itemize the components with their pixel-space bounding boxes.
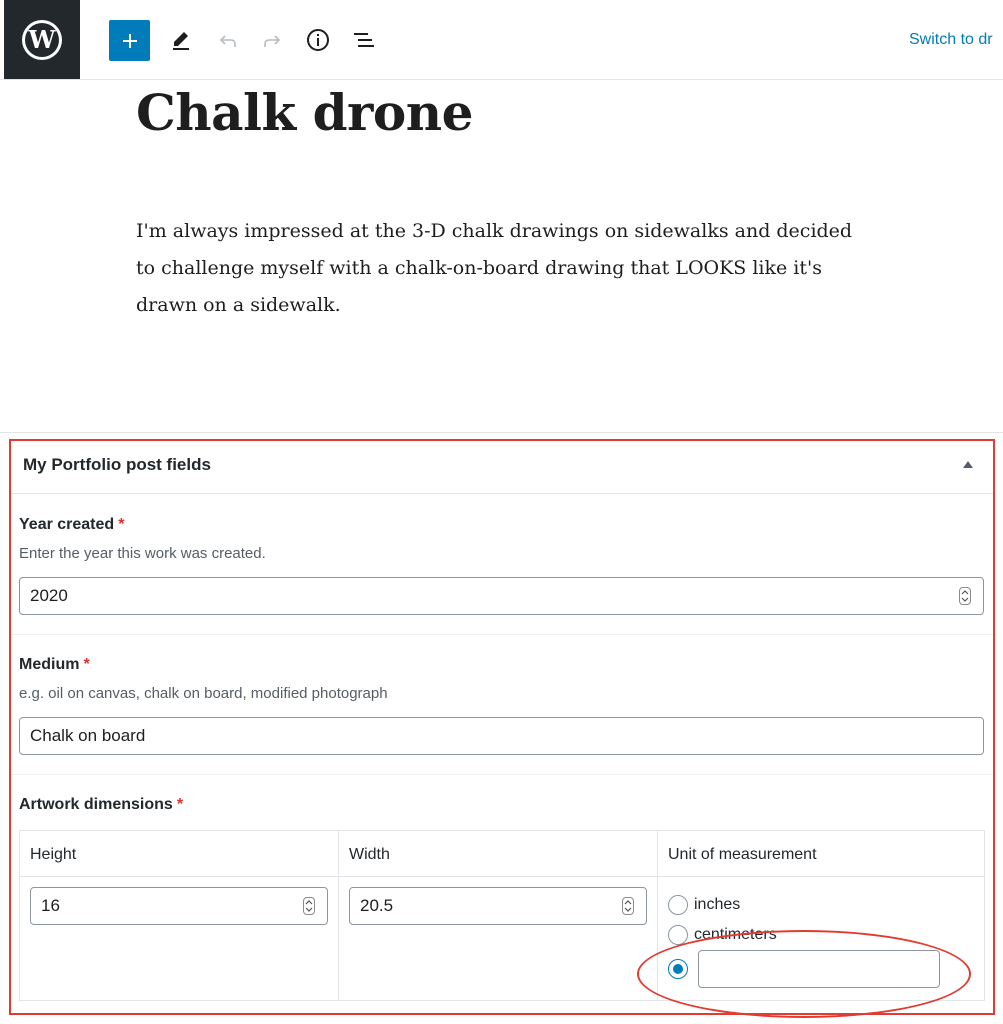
plus-icon — [121, 32, 139, 50]
required-asterisk: * — [83, 656, 90, 673]
content-divider — [0, 432, 1003, 433]
post-title[interactable]: Chalk drone — [136, 83, 473, 142]
required-asterisk: * — [118, 516, 125, 533]
undo-icon — [216, 28, 240, 52]
field-separator — [11, 634, 993, 635]
required-asterisk: * — [176, 796, 184, 813]
year-spinner[interactable] — [959, 587, 971, 605]
spinner-arrows-icon — [305, 899, 313, 913]
width-input[interactable] — [349, 887, 647, 925]
other-unit-input[interactable] — [698, 950, 940, 988]
details-button[interactable] — [302, 24, 334, 56]
add-block-button[interactable] — [109, 20, 150, 61]
redo-button[interactable] — [256, 24, 288, 56]
unit-option-inches[interactable] — [668, 895, 740, 915]
medium-value: Chalk on board — [30, 726, 146, 745]
year-created-input[interactable] — [19, 577, 984, 615]
portfolio-metabox — [9, 439, 995, 1015]
unit-column-header: Unit of measurement — [668, 846, 817, 863]
wordpress-logo-icon — [22, 20, 62, 60]
redo-icon — [260, 28, 284, 52]
inches-label: inches — [694, 896, 741, 913]
dimensions-table — [19, 830, 985, 1001]
year-created-description: Enter the year this work was created. — [19, 545, 266, 562]
other-unit-radio[interactable] — [668, 959, 688, 979]
year-created-label-text: Year created — [19, 516, 115, 533]
medium-description: e.g. oil on canvas, chalk on board, modified photograph — [19, 685, 388, 702]
artwork-dimensions-label — [19, 796, 183, 814]
list-view-button[interactable] — [348, 24, 380, 56]
height-value: 16 — [41, 896, 60, 915]
width-spinner[interactable] — [622, 897, 634, 915]
medium-label-text: Medium — [19, 656, 80, 673]
medium-input[interactable] — [19, 717, 984, 755]
year-created-label — [19, 516, 124, 534]
post-paragraph[interactable]: I'm always impressed at the 3-D chalk drawings on sidewalks and decided to challenge myself with a chalk-on-board drawing that LOOKS like it's drawn on a sidewalk. — [136, 220, 853, 316]
editor-toolbar — [0, 0, 1003, 80]
undo-button[interactable] — [212, 24, 244, 56]
artwork-dimensions-label-text: Artwork dimensions — [19, 796, 173, 813]
width-value: 20.5 — [360, 896, 394, 915]
centimeters-radio[interactable] — [668, 925, 688, 945]
spinner-arrows-icon — [624, 899, 632, 913]
switch-to-draft-link[interactable]: Switch to dr — [909, 31, 993, 48]
tools-button[interactable] — [165, 24, 197, 56]
wordpress-logo-button[interactable] — [4, 0, 80, 79]
unit-option-other[interactable] — [668, 959, 688, 979]
medium-label — [19, 656, 90, 674]
centimeters-label: centimeters — [694, 926, 777, 943]
inches-radio[interactable] — [668, 895, 688, 915]
column-divider — [657, 831, 658, 1000]
field-separator — [11, 774, 993, 775]
year-created-value: 2020 — [30, 586, 68, 605]
height-spinner[interactable] — [303, 897, 315, 915]
list-view-icon — [351, 27, 377, 53]
pencil-icon — [169, 28, 193, 52]
metabox-header[interactable] — [11, 441, 993, 494]
height-column-header: Height — [30, 846, 77, 863]
spinner-arrows-icon — [961, 589, 969, 603]
triangle-up-icon — [962, 459, 974, 469]
dimensions-table-header — [20, 831, 984, 877]
column-divider — [338, 831, 339, 1000]
width-column-header: Width — [349, 846, 390, 863]
metabox-title: My Portfolio post fields — [23, 455, 211, 474]
info-icon — [305, 27, 331, 53]
unit-option-centimeters[interactable] — [668, 925, 777, 945]
height-input[interactable] — [30, 887, 328, 925]
collapse-toggle[interactable] — [959, 455, 977, 473]
wordpress-logo-letter: W — [25, 23, 59, 57]
